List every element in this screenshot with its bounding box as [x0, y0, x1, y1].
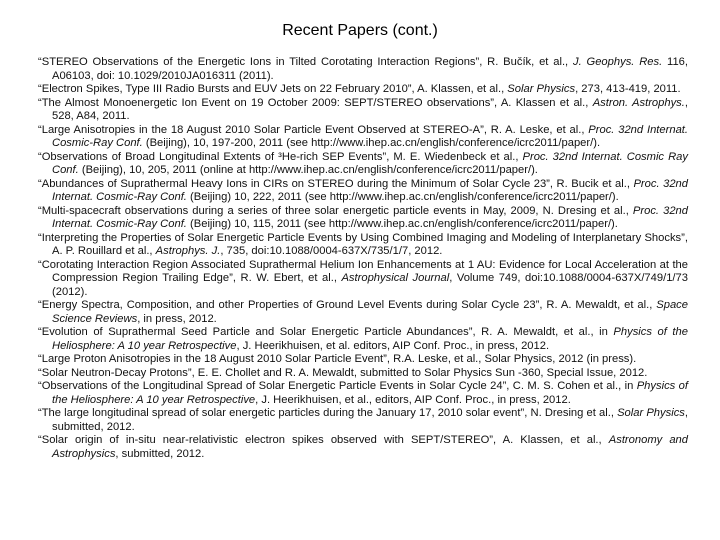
reference-item [38, 407, 688, 434]
reference-text: “Interpreting the Properties of Solar Energetic Particle Events by Using Combined Imaging and Modeling of Interplanetary Shocks”, A. P. Rouillard et al., [38, 231, 688, 257]
reference-item [38, 367, 688, 381]
reference-text: “The large longitudinal spread of solar energetic particles during the January 17, 2010 solar event”, N. Dresing et al., [38, 407, 618, 419]
reference-text: (Beijing) 10, 115, 2011 (see http://www.ihep.ac.cn/english/conference/icrc2011/paper/). [186, 218, 618, 230]
reference-item [38, 83, 688, 97]
reference-item [38, 299, 688, 326]
reference-text: , submitted, 2012. [115, 447, 205, 460]
reference-item [38, 259, 688, 300]
reference-text: , 528, A84, 2011. [52, 96, 688, 122]
reference-text: (Beijing) 10, 222, 2011 (see http://www.ihep.ac.cn/english/conference/icrc2011/paper/). [186, 191, 619, 203]
reference-text: 116, A06103, doi: 10.1029/2010JA016311 (2011). [52, 56, 689, 82]
reference-text: “Solar origin of in-situ near-relativistic electron spikes observed with SEPT/STEREO”, A. Klassen, et al., [38, 434, 609, 446]
reference-text: , Volume 749, doi:10.1088/0004-637X/749/1/73 (2012). [52, 272, 688, 298]
reference-text: “The Almost Monoenergetic Ion Event on 19 October 2009: SEPT/STEREO observations”, A. Klassen et al., [38, 96, 593, 109]
reference-text: “Multi-spacecraft observations during a series of three solar energetic particle events in May, 2009, N. Dresing et al., [38, 204, 633, 217]
reference-source: Proc. 32nd Internat. Cosmic Ray Conf. [52, 150, 688, 176]
reference-source: Space Science Reviews [52, 299, 688, 325]
reference-text: (Beijing), 10, 197-200, 2011 (see http://www.ihep.ac.cn/english/conference/icrc2011/paper/). [142, 137, 601, 149]
reference-text: “Evolution of Suprathermal Seed Particle and Solar Energetic Particle Abundances”, R. A. Mewaldt, et al., in [38, 326, 614, 338]
reference-source: Proc. 32nd Internat. Cosmic-Ray Conf. [52, 204, 688, 230]
reference-source: Proc. 32nd Internat. Cosmic-Ray Conf. [52, 177, 689, 203]
reference-source: Astrophys. J. [155, 245, 221, 257]
reference-text: “Observations of the Longitudinal Spread of Solar Energetic Particle Events in Solar Cycle 24”, C. M. S. Cohen et al., in [38, 380, 637, 392]
reference-text: , in press, 2012. [137, 312, 217, 325]
reference-text: , 273, 413-419, 2011. [575, 83, 681, 95]
page-title: Recent Papers (cont.) [282, 22, 438, 39]
reference-text: “Solar Neutron-Decay Protons”, E. E. Chollet and R. A. Mewaldt, submitted to Solar Physics Sun -360, Special Issue, 2012. [38, 366, 648, 379]
reference-item [38, 232, 688, 259]
reference-item [38, 56, 688, 83]
reference-item [38, 380, 688, 407]
reference-text: (Beijing), 10, 205, 2011 (online at http://www.ihep.ac.cn/english/conference/icrc2011/paper/). [78, 164, 538, 176]
reference-source: J. Geophys. Res. [572, 56, 663, 68]
reference-item [38, 151, 688, 178]
reference-text: “STEREO Observations of the Energetic Ions in Tilted Corotating Interaction Regions”, R. Bučík, et al., [38, 56, 573, 68]
reference-text: “Large Anisotropies in the 18 August 2010 Solar Particle Event Observed at STEREO-A”, R. A. Leske, et al., [38, 123, 589, 136]
reference-source: Solar Physics [507, 83, 576, 95]
reference-text: , 735, doi:10.1088/0004-637X/735/1/7, 2012. [220, 245, 443, 257]
reference-item [38, 178, 688, 205]
reference-item [38, 353, 688, 367]
reference-text: “Large Proton Anisotropies in the 18 August 2010 Solar Particle Event”, R.A. Leske, et al., Solar Physics, 2012 (in press). [38, 353, 637, 365]
reference-source: Solar Physics [617, 407, 685, 419]
reference-item [38, 434, 688, 461]
reference-text: “Observations of Broad Longitudinal Extents of ³He-rich SEP Events”, M. E. Wiedenbeck et al., [38, 150, 523, 163]
reference-text: “Energy Spectra, Composition, and other Properties of Ground Level Events during Solar Cycle 23”, R. A. Mewaldt, et al., [38, 299, 657, 311]
reference-text: “Electron Spikes, Type III Radio Bursts and EUV Jets on 22 February 2010”, A. Klassen, et al., [38, 83, 508, 95]
reference-source: Physics of the Heliosphere: A 10 year Retrospective [52, 380, 688, 406]
reference-source: Astronomy and Astrophysics [52, 434, 689, 460]
reference-text: , submitted, 2012. [52, 407, 688, 433]
reference-item [38, 124, 688, 151]
reference-text: “Abundances of Suprathermal Heavy Ions in CIRs on STEREO during the Minimum of Solar Cycle 23”, R. Bucik et al., [38, 177, 634, 190]
reference-text: “Corotating Interaction Region Associated Suprathermal Helium Ion Enhancements at 1 AU: Evidence for Local Acceleration at the Compression Region Trailing Edge”, R. W. Ebert, et al., [38, 258, 688, 284]
reference-text: , J. Heerikhuisen, et al. editors, AIP Conf. Proc., in press, 2012. [236, 339, 550, 352]
reference-item [38, 205, 688, 232]
reference-item [38, 326, 688, 353]
reference-source: Astrophysical Journal [341, 272, 450, 284]
reference-list [38, 56, 688, 461]
reference-text: , J. Heerikhuisen, et al., editors, AIP Conf. Proc., in press, 2012. [255, 393, 571, 406]
reference-source: Proc. 32nd Internat. Cosmic-Ray Conf. [52, 123, 689, 149]
reference-source: Astron. Astrophys. [592, 96, 685, 109]
reference-source: Physics of the Heliosphere: A 10 year Retrospective [52, 326, 688, 352]
reference-item [38, 97, 688, 124]
